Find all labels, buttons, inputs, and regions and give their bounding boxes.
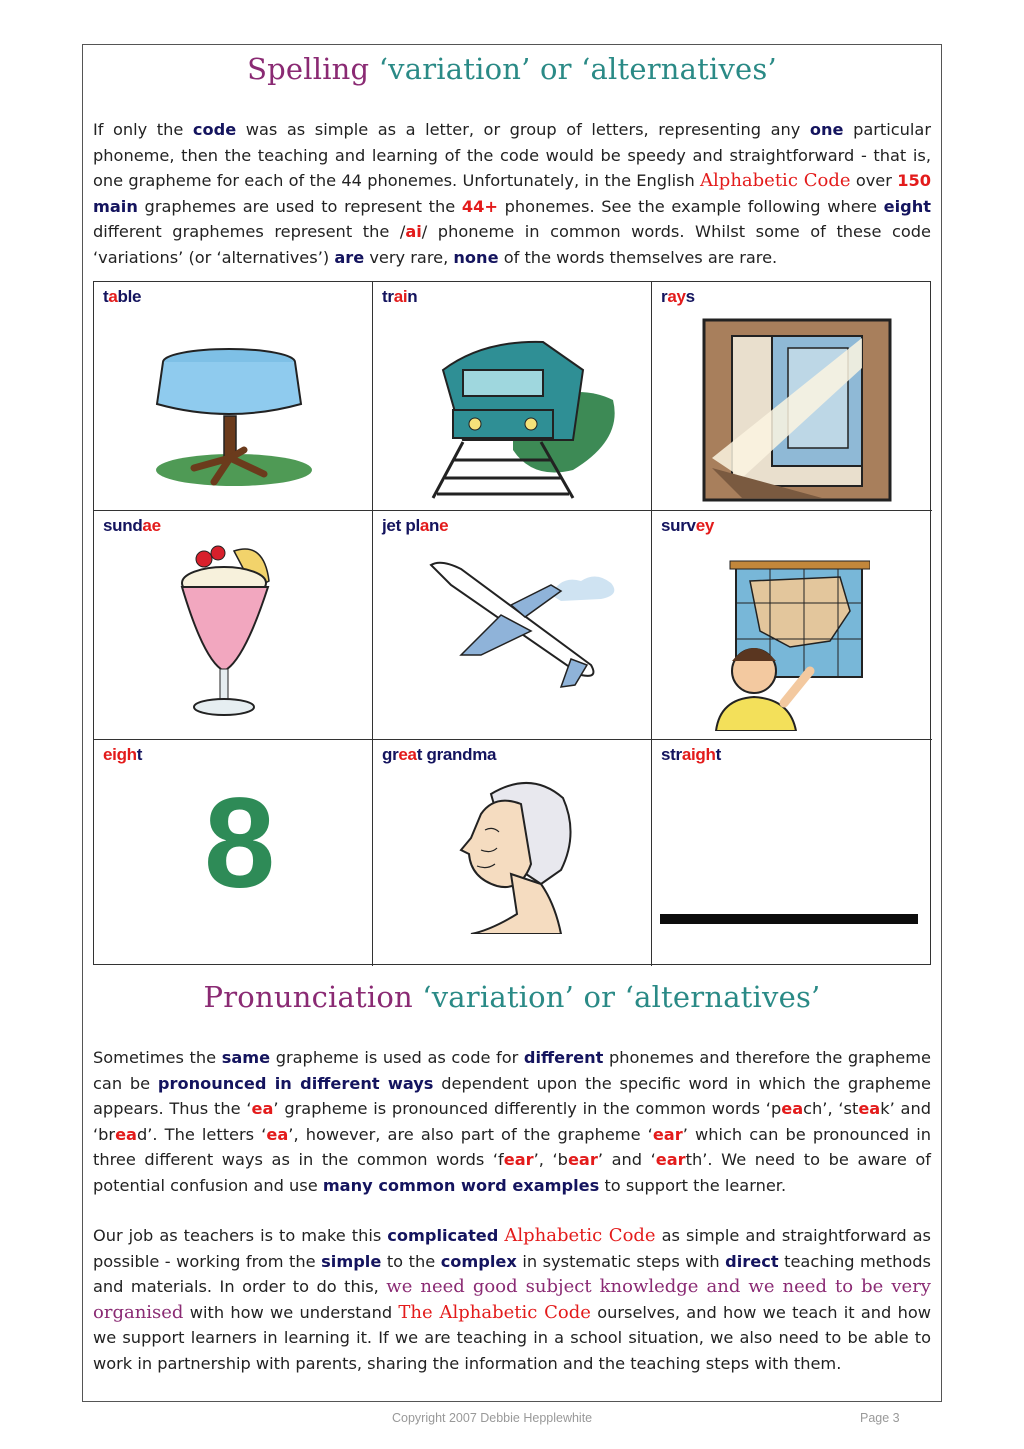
- word-cell-jet-plane: [373, 511, 652, 740]
- word-cell-table: [94, 282, 373, 511]
- grandma-portrait-icon: [451, 774, 581, 934]
- pronunciation-paragraph: Sometimes the same grapheme is used as code for different phonemes and therefore the grapheme can be pronounced in different ways dependent upon the specific word in which the grapheme appears. Thus the ‘ea’ grapheme is pronounced differently in the common words ‘peach’, ‘steak’ and ‘bread’. The letters ‘ea’, however, are also part of the grapheme ‘ear’ which can be pronounced in three different ways as in the common words ‘fear’, ‘bear’ and ‘earth’. We need to be aware of potential confusion and use many common word examples to support the learner.: [93, 1048, 932, 1195]
- spelling-intro-paragraph: If only the code was as simple as a letter, or group of letters, representing any one particular phoneme, then the teaching and learning of the code would be speedy and straightforward - that is, one grapheme for each of the 44 phonemes. Unfortunately, in the English Alphabetic Code over 150 main graphemes are used to represent the 44+ phonemes. See the example following where eight different graphemes represent the /ai/ phoneme in common words. Whilst some of these code ‘variations’ (or ‘alternatives’) are very rare, none of the words themselves are rare.: [93, 120, 932, 267]
- ice-cream-sundae-icon: [174, 541, 284, 721]
- number-eight-icon: 8: [204, 772, 276, 915]
- word-label: eight: [103, 745, 143, 764]
- word-label: sundae: [103, 516, 161, 535]
- teaching-paragraph: Our job as teachers is to make this complicated Alphabetic Code as simple and straightforward as possible - working from the simple to the complex in systematic steps with direct teaching methods and materials. In order to do this, we need good subject knowledge and we need to be very organised with how we understand The Alphabetic Code ourselves, and how we teach it and how we support learners in learning it. If we are teaching in a school situation, we also need to be able to work in partnership with parents, sharing the information and the teaching steps with them.: [93, 1225, 931, 1373]
- spelling-section-title: Spelling ‘variation’ or ‘alternatives’: [247, 52, 777, 86]
- grapheme-example-grid: [93, 281, 931, 965]
- word-cell-great-grandma: [373, 740, 652, 966]
- word-label: rays: [661, 287, 695, 306]
- word-label: table: [103, 287, 142, 306]
- word-cell-straight: [652, 740, 932, 966]
- table-icon: [144, 342, 314, 492]
- page-number: Page 3: [860, 1411, 900, 1425]
- sun-rays-window-icon: [702, 318, 892, 503]
- train-icon: [423, 330, 623, 500]
- jet-plane-icon: [421, 555, 621, 695]
- word-cell-train: [373, 282, 652, 511]
- word-cell-rays: [652, 282, 932, 511]
- word-label: straight: [661, 745, 721, 764]
- copyright-footer: Copyright 2007 Debbie Hepplewhite: [392, 1411, 593, 1425]
- straight-line-icon: [660, 914, 918, 924]
- word-label: great grandma: [382, 745, 497, 764]
- pronunciation-section-title: Pronunciation ‘variation’ or ‘alternatives’: [203, 980, 821, 1014]
- word-cell-sundae: [94, 511, 373, 740]
- word-label: jet plane: [382, 516, 449, 535]
- word-cell-survey: [652, 511, 932, 740]
- usa-map-survey-icon: [710, 551, 870, 731]
- word-cell-eight: [94, 740, 373, 966]
- word-label: train: [382, 287, 418, 306]
- word-label: survey: [661, 516, 715, 535]
